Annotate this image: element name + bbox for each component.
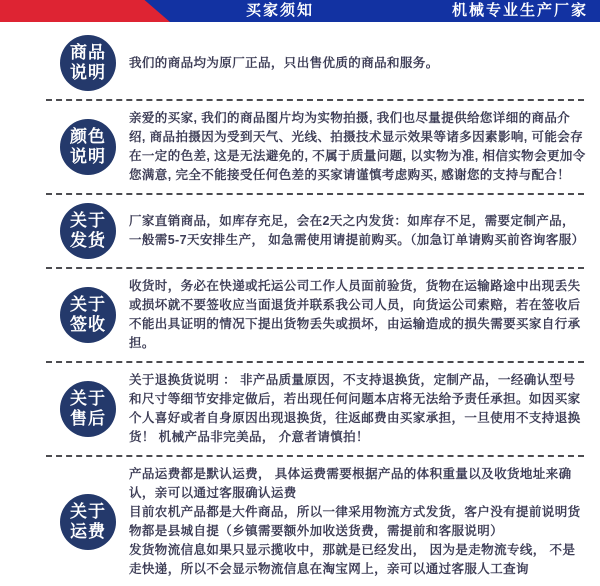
section-text [129,465,586,579]
section-color-note [0,102,600,192]
badge-line: 发货 [70,231,106,250]
section-after-sales [0,364,600,454]
badge-line: 运费 [70,522,106,541]
dashed-separator [46,455,584,457]
dashed-separator [46,193,584,195]
shipping-badge [60,203,116,259]
section-paragraph: 厂家直销商品，如库存充足，会在2天之内发货：如库存不足，需要定制产品，一般需5-7天安排生产， 如急需使用请提前购买。（加急订单请购买前咨询客服） [129,214,585,247]
section-text [129,277,586,353]
section-paragraph: 目前农机产品都是大件商品，所以一律采用物流方式发货，客户没有提前说明货物都是县城自提（乡镇需要额外加收送货费，需提前和客服说明） [129,505,581,538]
manufacturer-slogan: 机械专业生产厂家 [451,2,588,19]
color-note-badge [60,119,116,175]
section-paragraph: 收货时，务必在快递或托运公司工作人员面前验货，货物在运输路途中出现丢失或损坏就不要签收应当面退货并联系我公司人员，向货运公司索赔，若在签收后不能出具证明的情况下提出货物丢失或损坏，由运输造成的损失需要买家自行承担。 [129,279,581,350]
notice-title: 买家须知 [245,2,315,19]
section-text [129,54,439,73]
dashed-separator [46,99,584,101]
badge-line: 签收 [70,315,106,334]
badge-line: 颜色 [70,127,106,146]
badge-line: 商品 [70,43,106,62]
badge-line: 关于 [70,389,106,408]
section-paragraph: 我们的商品均为原厂正品，只出售优质的商品和服务。 [129,55,439,70]
dashed-separator [46,361,584,363]
section-product-description [0,28,600,98]
dashed-separator [46,267,584,269]
section-paragraph: 亲爱的买家, 我们的商品图片均为实物拍摄, 我们也尽量提供给您详细的商品介绍, 商品拍摄因为受到天气、光线、拍摄技术显示效果等诸多因素影响, 可能会存在一定的色差, 这是无法避免的, 不属于质量问题, 以实物为准, 相信实物会更加令您满意, 完全不能接受任何色差的买家请谨慎考虑购买, 感谢您的支持与配合！ [129,111,586,182]
product-description-badge [60,35,116,91]
freight-badge [60,494,116,550]
section-receiving [0,270,600,360]
section-paragraph: 发货物流信息如果只显示揽收中，那就是已经发出， 因为是走物流专线， 不是走快递，所以不会显示物流信息在淘宝网上，亲可以通过客服人工查询 [129,543,576,576]
badge-line: 关于 [70,211,106,230]
section-text [129,109,586,185]
badge-line: 说明 [70,63,106,82]
notice-header-bar [0,0,600,22]
section-shipping [0,196,600,266]
badge-line: 关于 [70,295,106,314]
section-freight [0,458,600,586]
badge-line: 关于 [70,502,106,521]
badge-line: 售后 [70,409,106,428]
notice-content [0,22,600,586]
after-sales-badge [60,381,116,437]
section-paragraph: 产品运费都是默认运费， 具体运费需要根据产品的体积重量以及收货地址来确认，亲可以通过客服确认运费 [129,467,572,500]
badge-line: 说明 [70,147,106,166]
section-text [129,212,586,250]
receiving-badge [60,287,116,343]
section-paragraph: 关于退换货说明 ： 非产品质量原因，不支持退换货，定制产品，一经确认型号和尺寸等细节安排定做后，若出现任何问题本店将无法给予责任承担。如因买家个人喜好或者自身原因出现退换货，往返邮费由买家承担，一旦使用不支持退换货！ 机械产品非完美品， 介意者请慎拍！ [129,373,581,444]
section-text [129,371,586,447]
header-red-ribbon [0,0,170,22]
